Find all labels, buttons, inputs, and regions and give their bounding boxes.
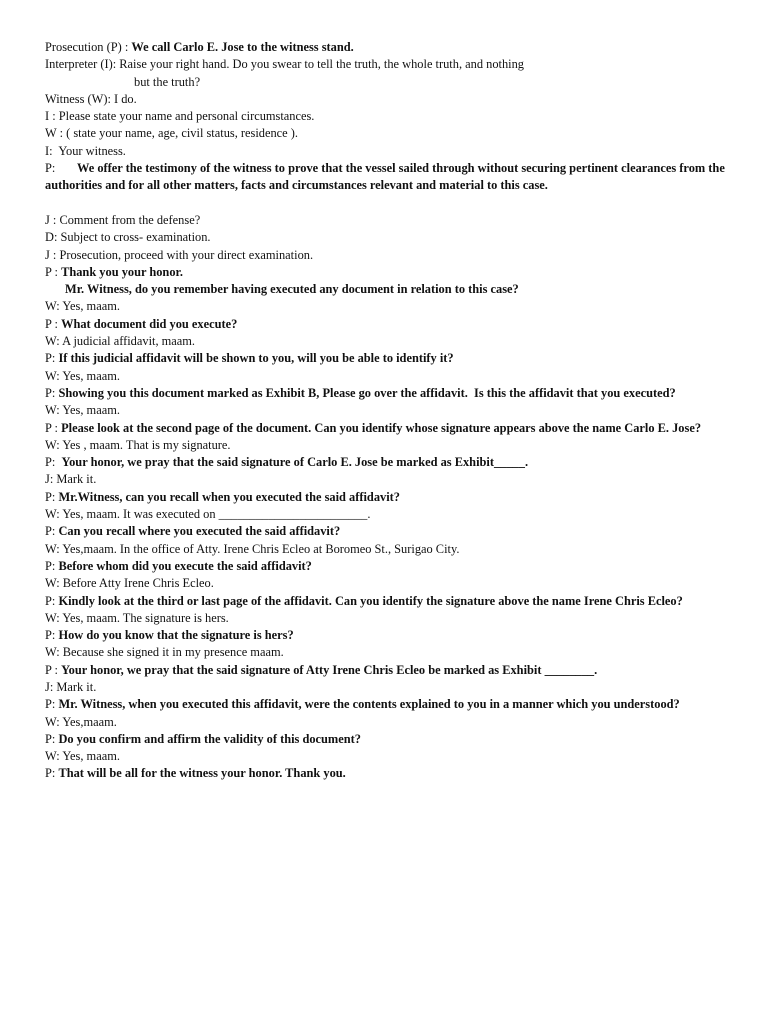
- speaker-label: W:: [45, 576, 63, 591]
- speaker-label: P:: [45, 628, 59, 643]
- speaker-label: W:: [45, 714, 63, 729]
- witness-statement: Yes , maam. That is my signature.: [62, 437, 231, 452]
- transcript-line: [45, 679, 725, 696]
- judge-statement: Mark it.: [56, 679, 97, 694]
- prosecution-statement: Showing you this document marked as Exhibit B, Please go over the affidavit. Is this the affidavit that you executed?: [58, 385, 676, 400]
- speaker-label: W:: [45, 403, 63, 418]
- defense-statement: Subject to cross- examination.: [60, 230, 211, 245]
- witness-statement: Yes, maam.: [62, 403, 120, 418]
- speaker-label: I:: [45, 143, 59, 158]
- speaker-label: P:: [45, 766, 59, 781]
- transcript-line: [45, 696, 725, 713]
- speaker-label: P:: [45, 697, 59, 712]
- transcript-line: [45, 765, 725, 782]
- prosecution-statement: We call Carlo E. Jose to the witness stand.: [131, 40, 354, 54]
- transcript-line: [45, 125, 725, 142]
- transcript-line: [45, 264, 725, 281]
- speaker-label: P:: [45, 351, 59, 366]
- transcript-line: [45, 143, 725, 160]
- prosecution-statement: Do you confirm and affirm the validity of this document?: [58, 731, 361, 746]
- witness-statement: I do.: [114, 91, 137, 106]
- speaker-label: Prosecution (P) :: [45, 40, 132, 54]
- prosecution-statement: Your honor, we pray that the said signature of Carlo E. Jose be marked as Exhibit_____.: [61, 455, 529, 470]
- speaker-label: W:: [45, 541, 63, 556]
- speaker-label: P:: [45, 455, 62, 470]
- judge-statement: Comment from the defense?: [59, 212, 201, 227]
- transcript-line: [45, 91, 725, 108]
- witness-statement: Yes, maam.: [62, 749, 120, 764]
- transcript-line: [45, 748, 725, 765]
- prosecution-statement: If this judicial affidavit will be shown to you, will you be able to identify it?: [58, 351, 454, 366]
- prosecution-statement: Can you recall where you executed the said affidavit?: [58, 524, 341, 539]
- witness-statement: Because she signed it in my presence maam.: [62, 645, 284, 660]
- speaker-label: W:: [45, 507, 63, 522]
- transcript-line: [45, 731, 725, 748]
- interpreter-statement: Your witness.: [58, 143, 126, 158]
- prosecution-statement: Mr. Witness, when you executed this affidavit, were the contents explained to you in a manner which you understood?: [58, 697, 680, 712]
- paragraph-gap: [45, 195, 725, 212]
- transcript-line: [45, 212, 725, 229]
- transcript-line: [45, 39, 725, 56]
- transcript-line: [45, 506, 725, 523]
- speaker-label: P:: [45, 524, 59, 539]
- transcript-line-continuation: [45, 281, 725, 298]
- transcript-line: [45, 333, 725, 350]
- transcript-line: [45, 575, 725, 592]
- transcript-line: [45, 558, 725, 575]
- transcript-line: [45, 610, 725, 627]
- prosecution-statement: Mr. Witness, do you remember having executed any document in relation to this case?: [65, 282, 519, 297]
- interpreter-statement: Raise your right hand. Do you swear to tell the truth, the whole truth, and nothing: [119, 57, 524, 72]
- speaker-label: P :: [45, 662, 62, 677]
- transcript-line: [45, 229, 725, 246]
- speaker-label: P:: [45, 731, 59, 746]
- interpreter-statement: but the truth?: [134, 74, 201, 89]
- transcript-line: [45, 454, 725, 471]
- transcript-line: [45, 541, 725, 558]
- prosecution-statement: Thank you your honor.: [61, 264, 183, 279]
- interpreter-statement: Please state your name and personal circumstances.: [58, 109, 315, 124]
- speaker-label: P :: [45, 316, 62, 331]
- transcript-line: [45, 160, 728, 195]
- witness-statement: A judicial affidavit, maam.: [62, 334, 196, 349]
- speaker-label: W:: [45, 368, 63, 383]
- transcript-line-continuation: [45, 74, 725, 91]
- transcript-line: [45, 627, 725, 644]
- speaker-label: Interpreter (I):: [45, 57, 120, 72]
- transcript-line: [45, 385, 725, 402]
- judge-statement: Prosecution, proceed with your direct examination.: [59, 247, 314, 262]
- prosecution-statement: Before whom did you execute the said affidavit?: [58, 558, 312, 573]
- speaker-label: W:: [45, 645, 63, 660]
- speaker-label: I :: [45, 109, 59, 124]
- witness-statement: Yes, maam.: [62, 299, 120, 314]
- witness-statement: Yes, maam.: [62, 368, 120, 383]
- transcript-line: [45, 368, 725, 385]
- transcript-line: [45, 593, 725, 610]
- prosecution-statement: How do you know that the signature is hers?: [58, 628, 294, 643]
- speaker-label: W:: [45, 610, 63, 625]
- speaker-label: W:: [45, 437, 63, 452]
- prosecution-statement: Please look at the second page of the document. Can you identify whose signature appears above the name Carlo E. Jose?: [61, 420, 702, 435]
- transcript-line: [45, 298, 725, 315]
- witness-statement: Yes,maam. In the office of Atty. Irene Chris Ecleo at Boromeo St., Surigao City.: [62, 541, 460, 556]
- prosecution-statement: Mr.Witness, can you recall when you executed the said affidavit?: [58, 489, 400, 504]
- speaker-label: J:: [45, 472, 57, 487]
- transcript-line: [45, 402, 725, 419]
- transcript-line: [45, 471, 725, 488]
- prosecution-statement: That will be all for the witness your honor. Thank you.: [58, 766, 346, 781]
- prosecution-statement: Your honor, we pray that the said signature of Atty Irene Chris Ecleo be marked as Exhibit ________.: [61, 662, 598, 677]
- transcript-line: [45, 489, 725, 506]
- transcript-line: [45, 714, 725, 731]
- speaker-label: W:: [45, 749, 63, 764]
- witness-statement: Yes, maam. It was executed on ________________________.: [62, 507, 371, 522]
- transcript-line: [45, 420, 725, 437]
- transcript-line: [45, 316, 725, 333]
- witness-statement: Yes, maam. The signature is hers.: [62, 610, 229, 625]
- transcript-line: [45, 644, 725, 661]
- speaker-label: P:: [45, 385, 59, 400]
- speaker-label: D:: [45, 230, 61, 245]
- speaker-label: W :: [45, 126, 67, 141]
- witness-statement: Before Atty Irene Chris Ecleo.: [62, 576, 214, 591]
- speaker-label: P :: [45, 264, 62, 279]
- speaker-label: P :: [45, 420, 62, 435]
- speaker-label: J:: [45, 679, 57, 694]
- speaker-label: P:: [45, 558, 59, 573]
- transcript-page: [45, 39, 728, 783]
- witness-statement: Yes,maam.: [62, 714, 117, 729]
- speaker-label: Witness (W):: [45, 91, 115, 106]
- speaker-label: P:: [45, 161, 78, 176]
- prosecution-statement: Kindly look at the third or last page of the affidavit. Can you identify the signature above the name Irene Chris Ecleo?: [58, 593, 683, 608]
- speaker-label: W:: [45, 299, 63, 314]
- prosecution-statement: We offer the testimony of the witness to prove that the vessel sailed through without securing pertinent clearances from the authorities and for all other matters, facts and circumstances relevant and material to this case.: [45, 161, 728, 193]
- judge-statement: Mark it.: [56, 472, 97, 487]
- transcript-line: [45, 108, 725, 125]
- transcript-line: [45, 247, 725, 264]
- transcript-line: [45, 437, 725, 454]
- speaker-label: W:: [45, 334, 63, 349]
- witness-statement: ( state your name, age, civil status, residence ).: [66, 126, 299, 141]
- speaker-label: J :: [45, 212, 60, 227]
- transcript-line: [45, 350, 725, 367]
- speaker-label: J :: [45, 247, 60, 262]
- transcript-line: [45, 56, 725, 73]
- transcript-line: [45, 523, 725, 540]
- speaker-label: P:: [45, 489, 59, 504]
- prosecution-statement: What document did you execute?: [61, 316, 238, 331]
- transcript-line: [45, 662, 725, 679]
- speaker-label: P:: [45, 593, 59, 608]
